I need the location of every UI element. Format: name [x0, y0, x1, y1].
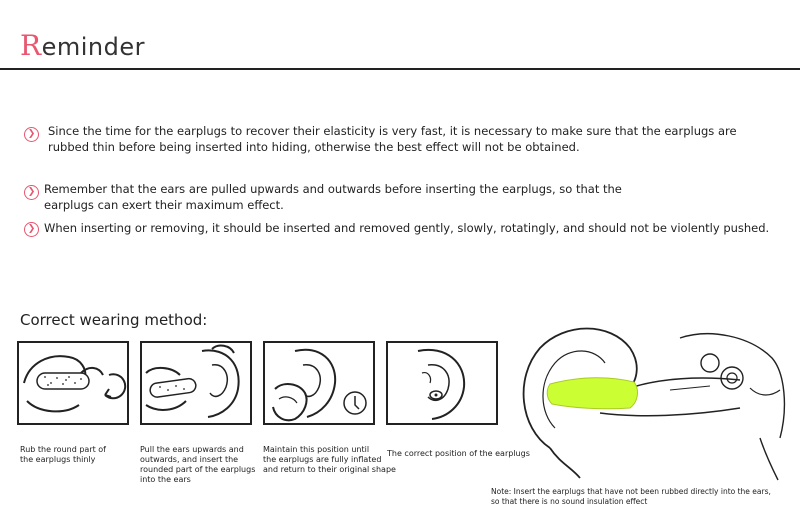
chevron-right-icon: ❯ — [24, 222, 39, 237]
rub-earplug-icon — [19, 343, 127, 423]
step-2-caption — [140, 445, 255, 485]
reminder-bullet-1 — [48, 123, 737, 155]
note-line-1: Note: Insert the earplugs that have not been rubbed directly into the ears, — [491, 487, 771, 496]
step-3-caption-line-2: the earplugs are fully inflated — [263, 455, 382, 464]
step-1-caption — [20, 445, 106, 465]
bullet-1-line-2: rubbed thin before being inserted into hiding, otherwise the best effect will not be obtained. — [48, 140, 580, 154]
note-line-2: so that there is no sound insulation effect — [491, 497, 648, 506]
step-1-caption-line-1: Rub the round part of — [20, 445, 106, 454]
step-3-caption-line-3: and return to their original shape — [263, 465, 396, 474]
chevron-right-icon: ❯ — [24, 185, 39, 200]
step-2-caption-line-1: Pull the ears upwards and — [140, 445, 244, 454]
step-3-illustration — [263, 341, 375, 425]
insert-earplug-icon — [142, 343, 250, 423]
step-2-caption-line-2: outwards, and insert the — [140, 455, 239, 464]
step-3-caption-line-1: Maintain this position until — [263, 445, 370, 454]
step-2-caption-line-4: into the ears — [140, 475, 191, 484]
bullet-1-line-1: Since the time for the earplugs to recover their elasticity is very fast, it is necessary to make sure that the earplugs are — [48, 124, 737, 138]
reminder-bullet-3 — [44, 220, 769, 236]
bullet-3-line-1: When inserting or removing, it should be inserted and removed gently, slowly, rotatingly, and should not be violently pushed. — [44, 221, 770, 235]
header-divider — [0, 68, 800, 70]
ear-earplug-icon — [388, 343, 496, 423]
chevron-right-icon: ❯ — [24, 127, 39, 142]
step-3-caption — [263, 445, 396, 475]
title-rest: eminder — [41, 33, 145, 61]
title-first-letter: R — [20, 29, 42, 62]
step-4-caption — [387, 449, 530, 459]
reminder-bullet-2 — [44, 181, 622, 213]
method-title: Correct wearing method: — [20, 311, 208, 329]
step-4-illustration — [386, 341, 498, 425]
hold-earplug-icon — [265, 343, 373, 423]
bullet-2-line-1: Remember that the ears are pulled upwards and outwards before inserting the earplugs, so that the — [44, 182, 622, 196]
bullet-2-line-2: earplugs can exert their maximum effect. — [44, 198, 284, 212]
step-2-caption-line-3: rounded part of the earplugs — [140, 465, 256, 474]
diagram-note — [491, 487, 791, 507]
step-1-illustration — [17, 341, 129, 425]
ear-canal-diagram — [510, 318, 795, 483]
step-1-caption-line-2: the earplugs thinly — [20, 455, 96, 464]
page-title — [20, 29, 145, 62]
header — [0, 0, 800, 70]
step-2-illustration — [140, 341, 252, 425]
step-4-caption-line-1: The correct position of the earplugs — [387, 449, 530, 458]
